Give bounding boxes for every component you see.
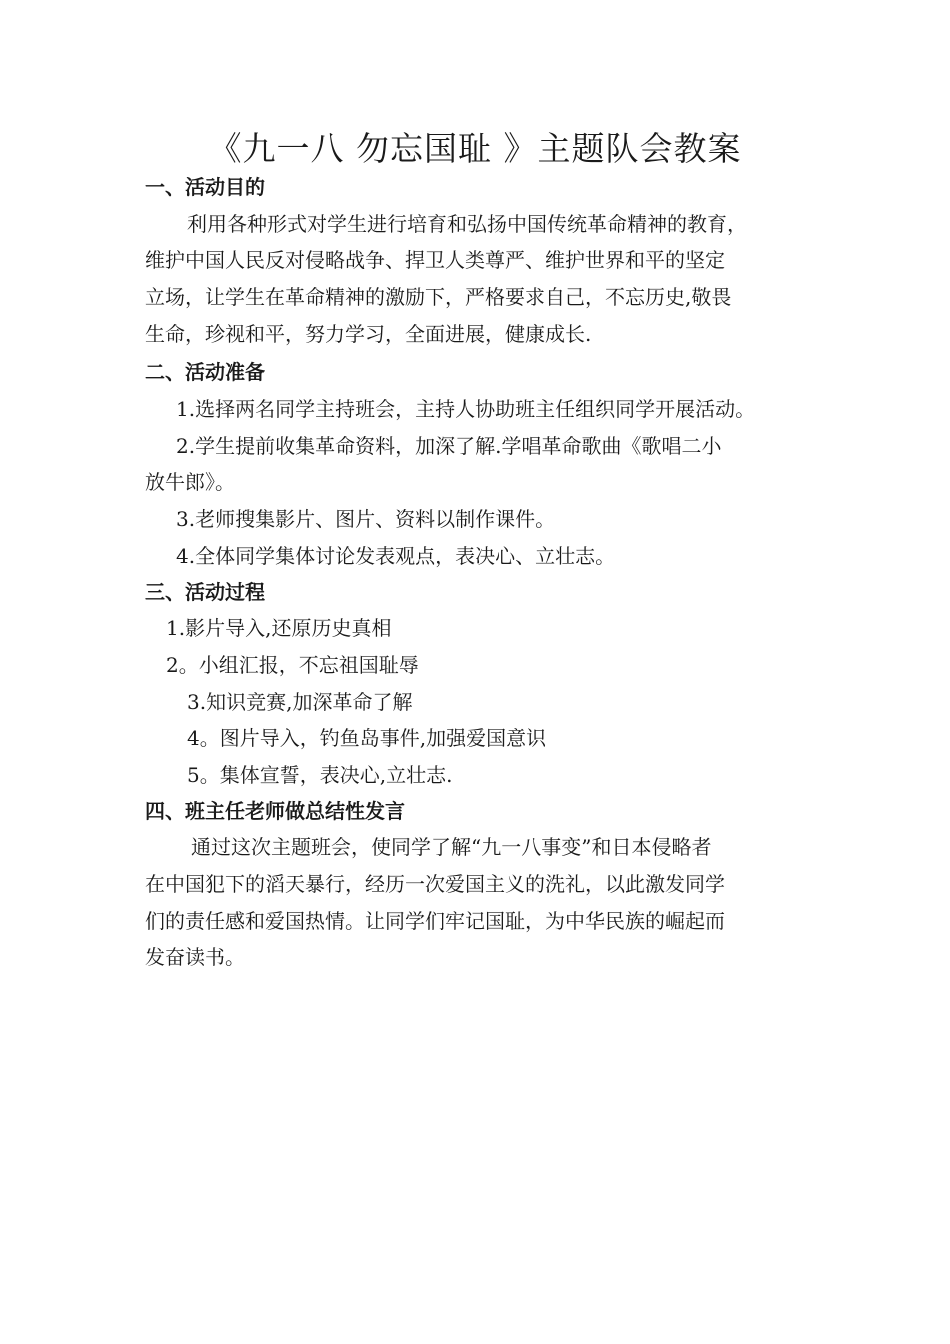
section-heading-purpose: 一、活动目的	[145, 175, 265, 199]
list-item: 3.老师搜集影片、图片、资料以制作课件。	[176, 507, 556, 531]
section-heading-summary: 四、班主任老师做总结性发言	[145, 799, 405, 823]
paragraph-line: 们的责任感和爱国热情。让同学们牢记国耻，为中华民族的崛起而	[145, 909, 725, 933]
list-item: 2.学生提前收集革命资料，加深了解.学唱革命歌曲《歌唱二小	[176, 434, 722, 458]
list-item: 4。图片导入，钓鱼岛事件,加强爱国意识	[187, 726, 547, 750]
paragraph-line: 通过这次主题班会，使同学了解“九一八事变”和日本侵略者	[191, 835, 712, 859]
paragraph-line: 维护中国人民反对侵略战争、捍卫人类尊严、维护世界和平的坚定	[145, 248, 725, 272]
paragraph-line: 立场，让学生在革命精神的激励下，严格要求自己，不忘历史,敬畏	[145, 285, 732, 309]
paragraph-line: 发奋读书。	[145, 945, 245, 969]
list-item-continuation: 放牛郎》。	[145, 470, 235, 494]
section-heading-preparation: 二、活动准备	[145, 360, 265, 384]
list-item: 3.知识竞赛,加深革命了解	[187, 690, 413, 714]
list-item: 1.影片导入,还原历史真相	[166, 616, 392, 640]
paragraph-line: 利用各种形式对学生进行培育和弘扬中国传统革命精神的教育，	[187, 212, 747, 236]
paragraph-line: 在中国犯下的滔天暴行，经历一次爱国主义的洗礼，以此激发同学	[145, 872, 725, 896]
list-item: 2。小组汇报，不忘祖国耻辱	[166, 653, 419, 677]
section-heading-process: 三、活动过程	[145, 580, 265, 604]
list-item: 1.选择两名同学主持班会，主持人协助班主任组织同学开展活动。	[176, 397, 756, 421]
list-item: 4.全体同学集体讨论发表观点，表决心、立壮志。	[176, 544, 616, 568]
list-item: 5。集体宣誓，表决心,立壮志.	[187, 763, 453, 787]
document-title: 《九一八 勿忘国耻 》主题队会教案	[208, 129, 742, 168]
paragraph-line: 生命，珍视和平，努力学习，全面进展，健康成长.	[145, 322, 592, 346]
